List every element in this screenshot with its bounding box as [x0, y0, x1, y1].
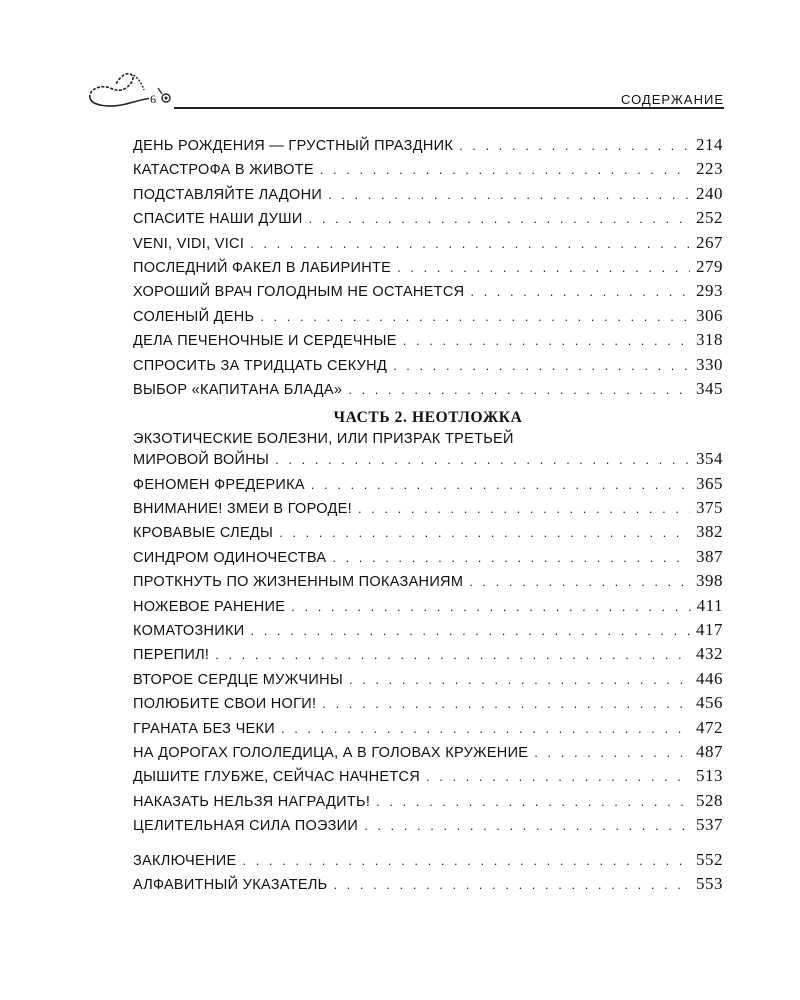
toc-entry-page: 279	[696, 256, 723, 276]
toc-entry-page: 552	[696, 849, 723, 869]
toc-entry-label: ПРОТКНУТЬ ПО ЖИЗНЕННЫМ ПОКАЗАНИЯМ	[133, 574, 464, 591]
toc-entry-label: ПОДСТАВЛЯЙТЕ ЛАДОНИ	[133, 186, 323, 203]
stethoscope-icon	[86, 70, 186, 114]
toc-entry-page: 330	[696, 354, 723, 374]
toc-entry[interactable]	[133, 379, 723, 403]
toc-entry-page: 387	[696, 546, 723, 566]
dot-leader	[275, 452, 690, 467]
dot-leader	[250, 236, 690, 251]
dot-leader	[322, 696, 690, 711]
toc-part1-list	[133, 135, 723, 403]
dot-leader	[348, 382, 690, 397]
toc-entry-label: ДЕЛА ПЕЧЕНОЧНЫЕ И СЕРДЕЧНЫЕ	[133, 333, 397, 350]
toc-entry-label-line1: ЭКЗОТИЧЕСКИЕ БОЛЕЗНИ, ИЛИ ПРИЗРАК ТРЕТЬЕЙ	[133, 431, 514, 448]
toc-entry-page: 293	[696, 281, 723, 301]
toc-entry[interactable]	[133, 355, 723, 379]
dot-leader	[311, 477, 690, 492]
toc-entry[interactable]	[133, 571, 723, 595]
toc-entry[interactable]	[133, 669, 723, 693]
toc-entry-page: 487	[696, 741, 723, 761]
toc-entry-page: 513	[696, 766, 723, 786]
dot-leader	[376, 794, 690, 809]
header-rule	[174, 107, 724, 109]
dot-leader	[291, 599, 690, 614]
toc-entry-label: ХОРОШИЙ ВРАЧ ГОЛОДНЫМ НЕ ОСТАНЕТСЯ	[133, 284, 465, 301]
dot-leader	[215, 647, 690, 662]
dot-leader	[279, 525, 690, 540]
toc-part2-list	[133, 474, 723, 840]
toc-entry-page: 432	[696, 644, 723, 664]
toc-entry-page: 214	[696, 135, 723, 154]
part-title: ЧАСТЬ 2. НЕОТЛОЖКА	[333, 409, 523, 427]
toc-entry[interactable]	[133, 596, 723, 620]
toc-entry-page: 382	[696, 522, 723, 542]
page-header	[86, 70, 724, 114]
toc-entry-page: 375	[696, 498, 723, 518]
toc-entry-page: 537	[696, 815, 723, 835]
toc-entry-label: НАКАЗАТЬ НЕЛЬЗЯ НАГРАДИТЬ!	[133, 793, 371, 810]
toc-entry-label: ПЕРЕПИЛ!	[133, 647, 210, 664]
toc-entry-page: 252	[696, 208, 723, 228]
toc-entry[interactable]	[133, 522, 723, 546]
toc-entry-page: 528	[696, 790, 723, 810]
toc-entry[interactable]	[133, 693, 723, 717]
toc-entry-page: 345	[696, 378, 723, 398]
toc-entry[interactable]	[133, 474, 723, 498]
toc-entry-label: VENI, VIDI, VICI	[133, 235, 245, 252]
toc-entry[interactable]	[133, 874, 723, 898]
dot-leader	[364, 818, 690, 833]
toc-entry[interactable]	[133, 815, 723, 839]
toc-entry-page: 472	[696, 717, 723, 737]
toc-entry[interactable]	[133, 233, 723, 257]
toc-entry[interactable]	[133, 850, 723, 874]
dot-leader	[470, 284, 690, 299]
toc-entry-label: ДЕНЬ РОЖДЕНИЯ — ГРУСТНЫЙ ПРАЗДНИК	[133, 138, 454, 154]
toc-entry-page: 398	[696, 571, 723, 591]
toc-entry-label: КОМАТОЗНИКИ	[133, 623, 245, 640]
page-number: 6	[150, 92, 156, 106]
toc-entry-label: СПРОСИТЬ ЗА ТРИДЦАТЬ СЕКУНД	[133, 357, 388, 374]
dot-leader	[534, 745, 690, 760]
toc-entry[interactable]	[133, 306, 723, 330]
toc-entry[interactable]	[133, 184, 723, 208]
toc-entry-page: 411	[696, 595, 723, 615]
toc-entry[interactable]	[133, 208, 723, 232]
dot-leader	[469, 574, 690, 589]
toc-entry-label: СИНДРОМ ОДИНОЧЕСТВА	[133, 549, 327, 566]
toc-entry-page: 365	[696, 473, 723, 493]
dot-leader	[320, 162, 690, 177]
toc-entry[interactable]	[133, 135, 723, 159]
toc-entry-page: 318	[696, 330, 723, 350]
toc-entry[interactable]	[133, 498, 723, 522]
toc-entry-label: ВТОРОЕ СЕРДЦЕ МУЖЧИНЫ	[133, 671, 343, 688]
toc-entry-label: ДЫШИТЕ ГЛУБЖЕ, СЕЙЧАС НАЧНЕТСЯ	[133, 769, 421, 786]
toc-entry-label: ЗАКЛЮЧЕНИЕ	[133, 852, 237, 869]
toc-entry-label: КАТАСТРОФА В ЖИВОТЕ	[133, 162, 314, 179]
toc-end-list	[133, 850, 723, 899]
toc-entry[interactable]	[133, 257, 723, 281]
toc-entry-label: АЛФАВИТНЫЙ УКАЗАТЕЛЬ	[133, 876, 328, 893]
dot-leader	[426, 769, 690, 784]
dot-leader	[393, 358, 690, 373]
toc-entry-page: 306	[696, 305, 723, 325]
dot-leader	[328, 187, 690, 202]
dot-leader	[242, 853, 690, 868]
dot-leader	[349, 672, 690, 687]
toc-entry-page: 267	[696, 232, 723, 252]
toc-entry[interactable]	[133, 281, 723, 305]
toc-entry[interactable]	[133, 742, 723, 766]
toc-entry[interactable]	[133, 766, 723, 790]
dot-leader	[281, 721, 690, 736]
dot-leader	[250, 623, 690, 638]
toc-entry[interactable]	[133, 644, 723, 668]
dot-leader	[309, 211, 690, 226]
toc-entry-label: ВЫБОР «КАПИТАНА БЛАДА»	[133, 381, 343, 398]
toc-entry-label: ГРАНАТА БЕЗ ЧЕКИ	[133, 720, 275, 737]
toc-entry[interactable]	[133, 791, 723, 815]
toc-entry-label: ВНИМАНИЕ! ЗМЕИ В ГОРОДЕ!	[133, 501, 352, 518]
table-of-contents	[133, 135, 723, 898]
dot-leader	[332, 550, 690, 565]
toc-entry-label: НА ДОРОГАХ ГОЛОЛЕДИЦА, А В ГОЛОВАХ КРУЖЕНИЕ	[133, 744, 529, 761]
toc-entry-label: СПАСИТЕ НАШИ ДУШИ	[133, 211, 303, 228]
toc-entry-page: 417	[696, 620, 723, 640]
dot-leader	[397, 260, 690, 275]
dot-leader	[459, 138, 690, 153]
toc-entry[interactable]	[133, 620, 723, 644]
toc-entry[interactable]	[133, 330, 723, 354]
toc-entry-label: НОЖЕВОЕ РАНЕНИЕ	[133, 598, 286, 615]
dot-leader	[403, 333, 690, 348]
toc-entry-page: 223	[696, 159, 723, 179]
toc-entry-page: 240	[696, 183, 723, 203]
toc-entry-page: 354	[696, 449, 723, 469]
toc-entry-page: 446	[696, 668, 723, 688]
toc-entry-label: СОЛЕНЫЙ ДЕНЬ	[133, 308, 255, 325]
toc-entry[interactable]	[133, 159, 723, 183]
toc-entry-label: КРОВАВЫЕ СЛЕДЫ	[133, 525, 274, 542]
toc-entry-label-line2: МИРОВОЙ ВОЙНЫ	[133, 452, 270, 469]
toc-entry-label: ПОСЛЕДНИЙ ФАКЕЛ В ЛАБИРИНТЕ	[133, 259, 392, 276]
toc-entry-label: ПОЛЮБИТЕ СВОИ НОГИ!	[133, 696, 317, 713]
toc-entry-label: ЦЕЛИТЕЛЬНАЯ СИЛА ПОЭЗИИ	[133, 818, 359, 835]
toc-entry[interactable]	[133, 547, 723, 571]
toc-entry[interactable]	[133, 718, 723, 742]
toc-entry-label: ФЕНОМЕН ФРЕДЕРИКА	[133, 476, 305, 493]
toc-entry-page: 553	[696, 873, 723, 893]
toc-entry[interactable]	[133, 429, 723, 473]
spacer	[133, 840, 723, 850]
dot-leader	[358, 501, 690, 516]
running-head: СОДЕРЖАНИЕ	[620, 92, 724, 107]
toc-entry-page: 456	[696, 693, 723, 713]
dot-leader	[333, 877, 690, 892]
dot-leader	[260, 309, 690, 324]
